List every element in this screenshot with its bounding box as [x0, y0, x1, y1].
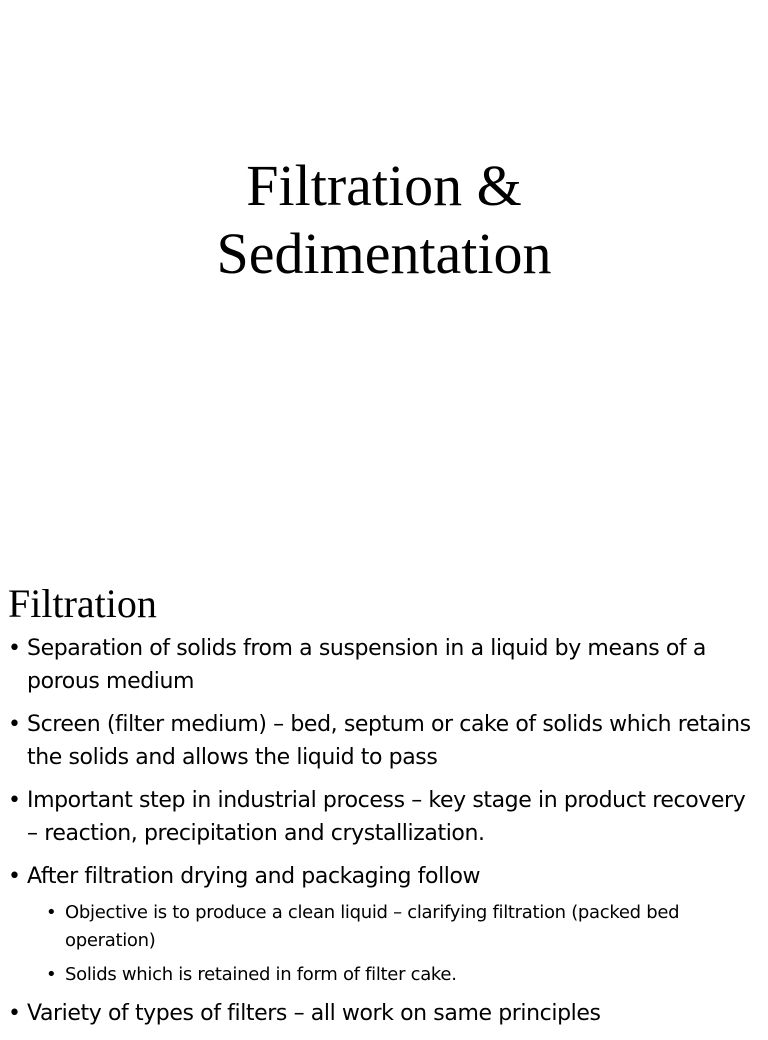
sub-bullet-list — [0, 899, 768, 989]
sub-bullet-item: • Objective is to produce a clean liquid – clarifying filtration (packed bed operation) — [0, 899, 768, 955]
bullet-item: • Variety of types of filters – all work on same principles — [0, 997, 768, 1030]
sub-bullet-item: • Solids which is retained in form of filter cake. — [0, 961, 768, 989]
bullet-item: • Screen (filter medium) – bed, septum or cake of solids which retains the solids and allows the liquid to pass — [0, 708, 768, 774]
title-line-2: Sedimentation — [216, 221, 552, 286]
presentation-title — [0, 152, 768, 288]
slide-heading: Filtration — [8, 581, 157, 626]
bullet-list — [0, 632, 768, 1040]
bullet-item: • Separation of solids from a suspension in a liquid by means of a porous medium — [0, 632, 768, 698]
bullet-item: • After filtration drying and packaging follow — [0, 860, 768, 893]
content-slide — [0, 576, 768, 1024]
bullet-item: • Important step in industrial process – key stage in product recovery – reaction, precipitation and crystallization. — [0, 784, 768, 850]
title-line-1: Filtration & — [246, 153, 522, 218]
